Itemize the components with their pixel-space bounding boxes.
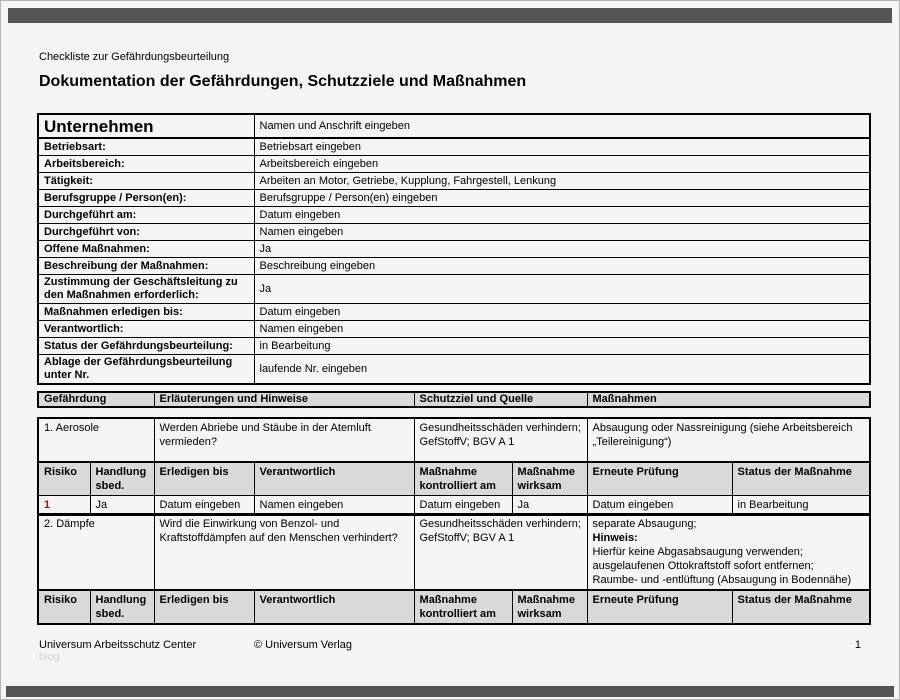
column-header: Erledigen bis [154, 590, 254, 624]
row-value: Ja [254, 275, 870, 304]
goal-line: Gesundheitsschäden verhindern; [419, 422, 581, 434]
row-label: Maßnahmen erledigen bis: [38, 304, 254, 321]
measures-line: Hierfür keine Abgasabsaugung verwenden; [592, 546, 803, 558]
risk-value: Datum eingeben [154, 496, 254, 516]
column-header: Maßnahme wirksam [512, 462, 587, 496]
row-value: Namen und Anschrift eingeben [254, 114, 870, 138]
hazard-content-row [38, 514, 870, 590]
column-header: Maßnahme wirksam [512, 590, 587, 624]
row-label: Berufsgruppe / Person(en): [38, 190, 254, 207]
row-label: Zustimmung der Geschäftsleitung zu den Maßnahmen erforderlich: [38, 275, 254, 304]
column-header: Maßnahme kontrolliert am [414, 462, 512, 496]
hazard-goal [414, 418, 587, 462]
table-row [38, 138, 870, 156]
table-row [38, 207, 870, 224]
measures-line-hinweis: Hinweis: [592, 532, 638, 544]
table-row [38, 275, 870, 304]
row-label: Status der Gefährdungsbeurteilung: [38, 338, 254, 355]
row-value: Berufsgruppe / Person(en) eingeben [254, 190, 870, 207]
page-title: Dokumentation der Gefährdungen, Schutzziele und Maßnahmen [39, 73, 527, 90]
table-row [38, 392, 870, 407]
row-value: Beschreibung eingeben [254, 258, 870, 275]
risk-value: Ja [90, 496, 154, 516]
risk-value: Datum eingeben [414, 496, 512, 516]
hazard-question: Werden Abriebe und Stäube in der Atemluft vermieden? [154, 418, 414, 462]
table-row [38, 156, 870, 173]
risk-value: Ja [512, 496, 587, 516]
row-value: Betriebsart eingeben [254, 138, 870, 156]
risk-number: 1 [38, 496, 90, 516]
goal-line: GefStoffV; BGV A 1 [419, 532, 515, 544]
hazard-name: 2. Dämpfe [38, 514, 154, 590]
hazard-section-daempfe [37, 513, 871, 625]
row-label: Arbeitsbereich: [38, 156, 254, 173]
measures-line: Raumbe- und -entlüftung (Absaugung in Bodennähe) [592, 574, 852, 586]
risk-header-row [38, 590, 870, 624]
risk-value: Namen eingeben [254, 496, 414, 516]
hazard-goal [414, 514, 587, 590]
column-header: Erläuterungen und Hinweise [154, 392, 414, 407]
row-label: Beschreibung der Maßnahmen: [38, 258, 254, 275]
row-value: Arbeitsbereich eingeben [254, 156, 870, 173]
document-subtitle: Checkliste zur Gefährdungsbeurteilung [39, 51, 230, 63]
row-label: Unternehmen [38, 114, 254, 138]
column-header: Status der Maßnahme [732, 462, 870, 496]
row-value: Namen eingeben [254, 224, 870, 241]
top-divider-bar [8, 8, 892, 23]
table-row [38, 304, 870, 321]
hazard-content-row [38, 418, 870, 462]
column-header: Maßnahme kontrolliert am [414, 590, 512, 624]
row-value: laufende Nr. eingeben [254, 355, 870, 385]
table-row [38, 190, 870, 207]
risk-value: Datum eingeben [587, 496, 732, 516]
hazard-section-aerosole [37, 417, 871, 516]
measures-line: ausgelaufenen Ottokraftstoff sofort entfernen; [592, 560, 814, 572]
row-label: Offene Maßnahmen: [38, 241, 254, 258]
column-header: Risiko [38, 462, 90, 496]
row-value: Datum eingeben [254, 207, 870, 224]
table-row [38, 258, 870, 275]
footer-blog-watermark: blog [39, 651, 60, 663]
row-value: Ja [254, 241, 870, 258]
footer-copyright: © Universum Verlag [254, 639, 352, 651]
row-value: Namen eingeben [254, 321, 870, 338]
row-value: in Bearbeitung [254, 338, 870, 355]
measures-line: Absaugung oder Nassreinigung (siehe Arbeitsbereich „Teilereinigung“) [592, 422, 853, 448]
hazard-name: 1. Aerosole [38, 418, 154, 462]
column-header: Verantwortlich [254, 462, 414, 496]
row-label: Tätigkeit: [38, 173, 254, 190]
table-row [38, 338, 870, 355]
risk-header-row [38, 462, 870, 496]
column-header: Erneute Prüfung [587, 590, 732, 624]
table-row [38, 355, 870, 385]
goal-line: GefStoffV; BGV A 1 [419, 436, 515, 448]
risk-value: in Bearbeitung [732, 496, 870, 516]
column-header: Gefährdung [38, 392, 154, 407]
row-value: Arbeiten an Motor, Getriebe, Kupplung, Fahrgestell, Lenkung [254, 173, 870, 190]
row-label: Durchgeführt am: [38, 207, 254, 224]
column-header: Handlungsbed. [90, 590, 154, 624]
table-row [38, 173, 870, 190]
hazard-header-row [37, 391, 871, 408]
hazard-question: Wird die Einwirkung von Benzol- und Kraftstoffdämpfen auf den Menschen verhindert? [154, 514, 414, 590]
table-row [38, 321, 870, 338]
page-number: 1 [854, 639, 861, 651]
table-row [38, 224, 870, 241]
measures-line: separate Absaugung; [592, 518, 697, 530]
row-label: Betriebsart: [38, 138, 254, 156]
column-header: Schutzziel und Quelle [414, 392, 587, 407]
column-header: Erledigen bis [154, 462, 254, 496]
column-header: Verantwortlich [254, 590, 414, 624]
bottom-divider-bar [6, 686, 894, 697]
table-row [38, 114, 870, 138]
company-table [37, 113, 871, 385]
column-header: Handlungsbed. [90, 462, 154, 496]
table-row [38, 241, 870, 258]
row-label: Ablage der Gefährdungsbeurteilung unter Nr. [38, 355, 254, 385]
column-header: Status der Maßnahme [732, 590, 870, 624]
hazard-measures [587, 514, 870, 590]
column-header: Risiko [38, 590, 90, 624]
column-header: Erneute Prüfung [587, 462, 732, 496]
row-label: Durchgeführt von: [38, 224, 254, 241]
column-header: Maßnahmen [587, 392, 870, 407]
hazard-measures [587, 418, 870, 462]
goal-line: Gesundheitsschäden verhindern; [419, 518, 581, 530]
row-value: Datum eingeben [254, 304, 870, 321]
footer-publisher-name: Universum Arbeitsschutz Center [39, 639, 197, 651]
row-label: Verantwortlich: [38, 321, 254, 338]
